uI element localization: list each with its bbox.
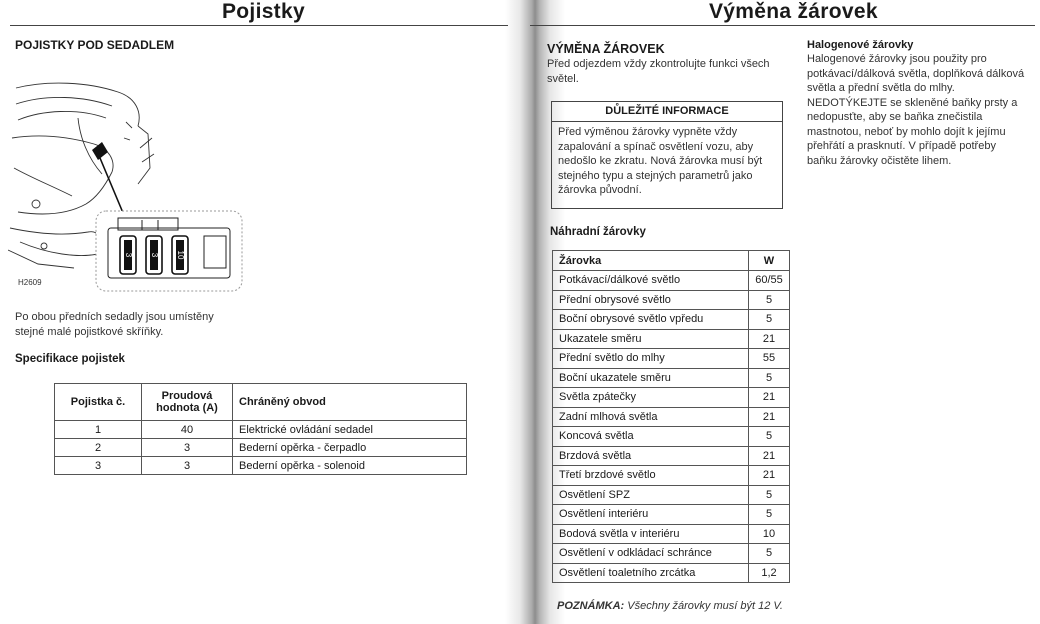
bulb-wattage-cell: 5 — [749, 290, 790, 310]
table-row — [553, 466, 790, 486]
bulb-voltage-note — [557, 600, 783, 612]
table-row — [553, 329, 790, 349]
bulb-wattage-cell: 21 — [749, 388, 790, 408]
bulb-name-cell: Koncová světla — [553, 427, 749, 447]
bulb-name-cell: Ukazatele směru — [553, 329, 749, 349]
right-page-header: Výměna žárovek — [709, 0, 878, 23]
fuse-3 — [172, 236, 188, 274]
fuse-2-label: 3 — [149, 252, 159, 258]
table-row — [55, 439, 467, 457]
bulb-name-cell: Přední obrysové světlo — [553, 290, 749, 310]
fuse-number-cell: 3 — [55, 457, 142, 475]
section-title: POJISTKY POD SEDADLEM — [15, 38, 175, 52]
fuse-number-cell: 2 — [55, 439, 142, 457]
bulb-wattage-cell: 5 — [749, 544, 790, 564]
fuse-spec-table — [54, 383, 467, 475]
bulb-wattage-cell: 60/55 — [749, 271, 790, 291]
bulb-name-cell: Světla zpátečky — [553, 388, 749, 408]
bulb-header: Žárovka — [553, 251, 749, 271]
fuse-1-label: 3 — [123, 252, 133, 258]
bulb-name-cell: Osvětlení interiéru — [553, 505, 749, 525]
table-row — [553, 388, 790, 408]
fuse-box-location-marker — [92, 142, 108, 160]
table-row — [553, 368, 790, 388]
table-row — [55, 457, 467, 475]
table-row — [553, 485, 790, 505]
bulb-wattage-cell: 1,2 — [749, 563, 790, 583]
bulb-name-cell: Osvětlení toaletního zrcátka — [553, 563, 749, 583]
table-row — [55, 421, 467, 439]
halogen-title: Halogenové žárovky — [807, 39, 914, 51]
bulb-name-cell: Boční ukazatele směru — [553, 368, 749, 388]
table-row — [553, 544, 790, 564]
bulb-wattage-cell: 5 — [749, 505, 790, 525]
header-rule — [10, 25, 508, 26]
fuse-location-paragraph: Po obou předních sedadly jsou umístěny stejné malé pojistkové skříňky. — [15, 311, 214, 338]
section-title: VÝMĚNA ŽÁROVEK — [547, 42, 665, 56]
table-row — [553, 310, 790, 330]
bulb-name-cell: Potkávací/dálkové světlo — [553, 271, 749, 291]
fuse-current-cell: 3 — [142, 439, 233, 457]
bulb-wattage-cell: 5 — [749, 310, 790, 330]
intro-paragraph: Před odjezdem vždy zkontrolujte funkci všech světel. — [547, 58, 770, 85]
table-row — [553, 524, 790, 544]
left-page-header: Pojistky — [222, 0, 305, 23]
table-row — [553, 290, 790, 310]
halogen-paragraph: Halogenové žárovky jsou použity pro potkávací/dálková světla, doplňková dálková světla a přední světla do mlhy. NEDOTÝKEJTE se skleněné baňky prsty a nedopusťte, aby se baňka znečistila mastnotou, neboť by mohlo dojít k jejímu přehřátí a prasknutí. V případě potřeby baňku žárovky očistěte lihem. — [807, 53, 1025, 167]
bulb-name-cell: Osvětlení v odkládací schránce — [553, 544, 749, 564]
fuse-current-cell: 40 — [142, 421, 233, 439]
figure-code: H2609 — [18, 278, 42, 287]
fuse-circuit-cell: Bederní opěrka - solenoid — [233, 457, 467, 475]
table-row — [553, 563, 790, 583]
wattage-header: W — [749, 251, 790, 271]
bulb-wattage-cell: 21 — [749, 466, 790, 486]
info-box-title: DŮLEŽITÉ INFORMACE — [552, 102, 782, 122]
bulb-table-header-row — [553, 251, 790, 271]
fuse-circuit-cell: Bederní opěrka - čerpadlo — [233, 439, 467, 457]
bulb-name-cell: Osvětlení SPZ — [553, 485, 749, 505]
bulb-name-cell: Brzdová světla — [553, 446, 749, 466]
fuse-3-label: 10 — [175, 250, 185, 260]
bulb-wattage-cell: 10 — [749, 524, 790, 544]
table-row — [553, 349, 790, 369]
fuse-current-header: Proudová hodnota (A) — [142, 384, 233, 421]
fuse-number-cell: 1 — [55, 421, 142, 439]
seat-cushion-outline — [16, 83, 139, 126]
table-row — [553, 271, 790, 291]
fuse-circuit-cell: Elektrické ovládání sedadel — [233, 421, 467, 439]
important-info-box — [551, 101, 783, 209]
bulb-wattage-cell: 5 — [749, 368, 790, 388]
fuse-number-header: Pojistka č. — [55, 384, 142, 421]
bulb-name-cell: Přední světlo do mlhy — [553, 349, 749, 369]
fuse-1 — [120, 236, 136, 274]
bulb-wattage-cell: 21 — [749, 446, 790, 466]
bulb-wattage-cell: 55 — [749, 349, 790, 369]
spare-bulbs-title: Náhradní žárovky — [550, 226, 646, 238]
fuse-current-cell: 3 — [142, 457, 233, 475]
bulb-name-cell: Zadní mlhová světla — [553, 407, 749, 427]
fuse-table-header-row — [55, 384, 467, 421]
bulb-wattage-cell: 5 — [749, 427, 790, 447]
fuse-circuit-header: Chráněný obvod — [233, 384, 467, 421]
table-row — [553, 427, 790, 447]
table-row — [553, 505, 790, 525]
bulb-wattage-cell: 5 — [749, 485, 790, 505]
info-box-text: Před výměnou žárovky vypněte vždy zapalování a spínač osvětlení vozu, aby nedošlo ke zkratu. Nová žárovka musí být stejného typu a stejných parametrů jako žárovka původní. — [558, 126, 763, 196]
seat-fuse-box-diagram — [8, 78, 248, 303]
fuse-2 — [146, 236, 162, 274]
bulb-name-cell: Boční obrysové světlo vpředu — [553, 310, 749, 330]
bulb-name-cell: Třetí brzdové světlo — [553, 466, 749, 486]
header-rule — [530, 25, 1035, 26]
bulb-table — [552, 250, 790, 583]
bulb-wattage-cell: 21 — [749, 329, 790, 349]
note-label: POZNÁMKA: — [557, 600, 625, 612]
table-row — [553, 446, 790, 466]
bulb-name-cell: Bodová světla v interiéru — [553, 524, 749, 544]
note-text: Všechny žárovky musí být 12 V. — [627, 600, 783, 612]
bulb-wattage-cell: 21 — [749, 407, 790, 427]
table-row — [553, 407, 790, 427]
spec-title: Specifikace pojistek — [15, 353, 125, 365]
